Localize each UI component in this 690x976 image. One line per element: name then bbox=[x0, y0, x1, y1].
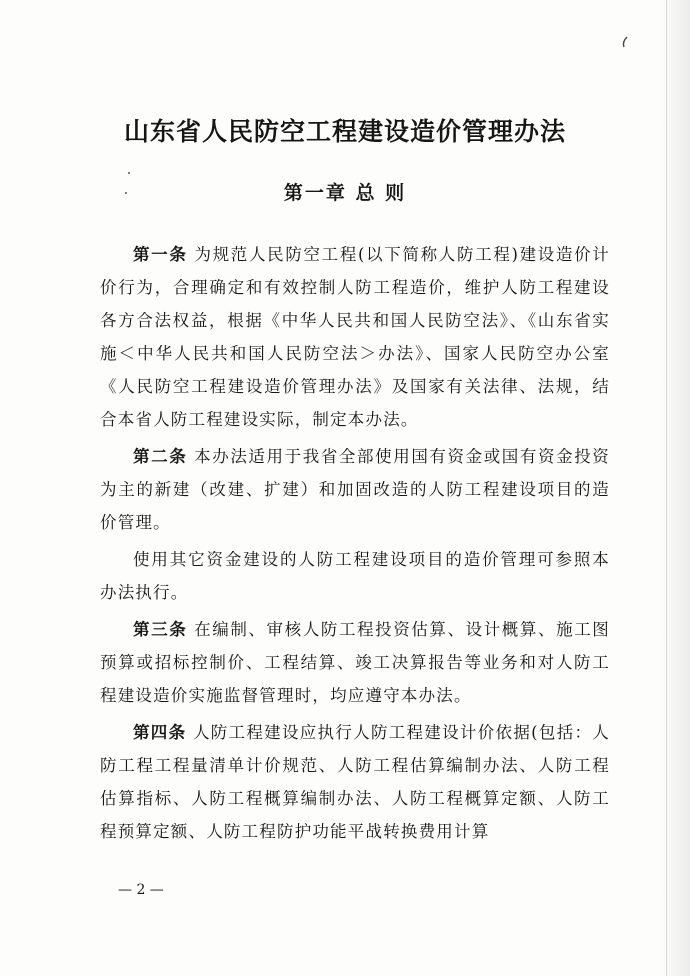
article-text: 在编制、审核人防工程投资估算、设计概算、施工图预算或招标控制价、工程结算、竣工决算报告等业务和对人防工程建设造价实施监督管理时，均应遵守本办法。 bbox=[100, 620, 610, 705]
scan-speck bbox=[128, 172, 130, 174]
article-text: 使用其它资金建设的人防工程建设项目的造价管理可参照本办法执行。 bbox=[100, 550, 610, 602]
article-paragraph bbox=[100, 716, 610, 848]
article-number: 第二条 bbox=[133, 447, 188, 466]
article-text: 人防工程建设应执行人防工程建设计价依据(包括：人防工程工程量清单计价规范、人防工程估算编制办法、人防工程估算指标、人防工程概算编制办法、人防工程概算定额、人防工程预算定额、人防工程防护功能平战转换费用计算 bbox=[100, 723, 610, 841]
document-title: 山东省人民防空工程建设造价管理办法 bbox=[123, 117, 566, 146]
chapter-heading: 第一章 总 则 bbox=[283, 182, 407, 204]
page-number: — 2 — bbox=[118, 882, 164, 898]
article-paragraph bbox=[100, 613, 610, 712]
article-paragraph bbox=[100, 238, 610, 436]
article-number: 第一条 bbox=[133, 245, 188, 264]
article-paragraph bbox=[100, 440, 610, 539]
document-body bbox=[100, 238, 610, 852]
article-number: 第四条 bbox=[133, 723, 187, 742]
article-number: 第三条 bbox=[133, 620, 188, 639]
pen-mark-icon bbox=[621, 36, 629, 48]
article-text: 为规范人民防空工程(以下简称人防工程)建设造价计价行为，合理确定和有效控制人防工程造价，维护人防工程建设各方合法权益，根据《中华人民共和国人民防空法》、《山东省实施＜中华人民共和国人民防空法＞办法》、国家人民防空办公室《人民防空工程建设造价管理办法》及国家有关法律、法规，结合本省人防工程建设实际，制定本办法。 bbox=[100, 245, 610, 429]
article-text: 本办法适用于我省全部使用国有资金或国有资金投资为主的新建（改建、扩建）和加固改造的人防工程建设项目的造价管理。 bbox=[100, 447, 610, 532]
article-paragraph bbox=[100, 543, 610, 609]
